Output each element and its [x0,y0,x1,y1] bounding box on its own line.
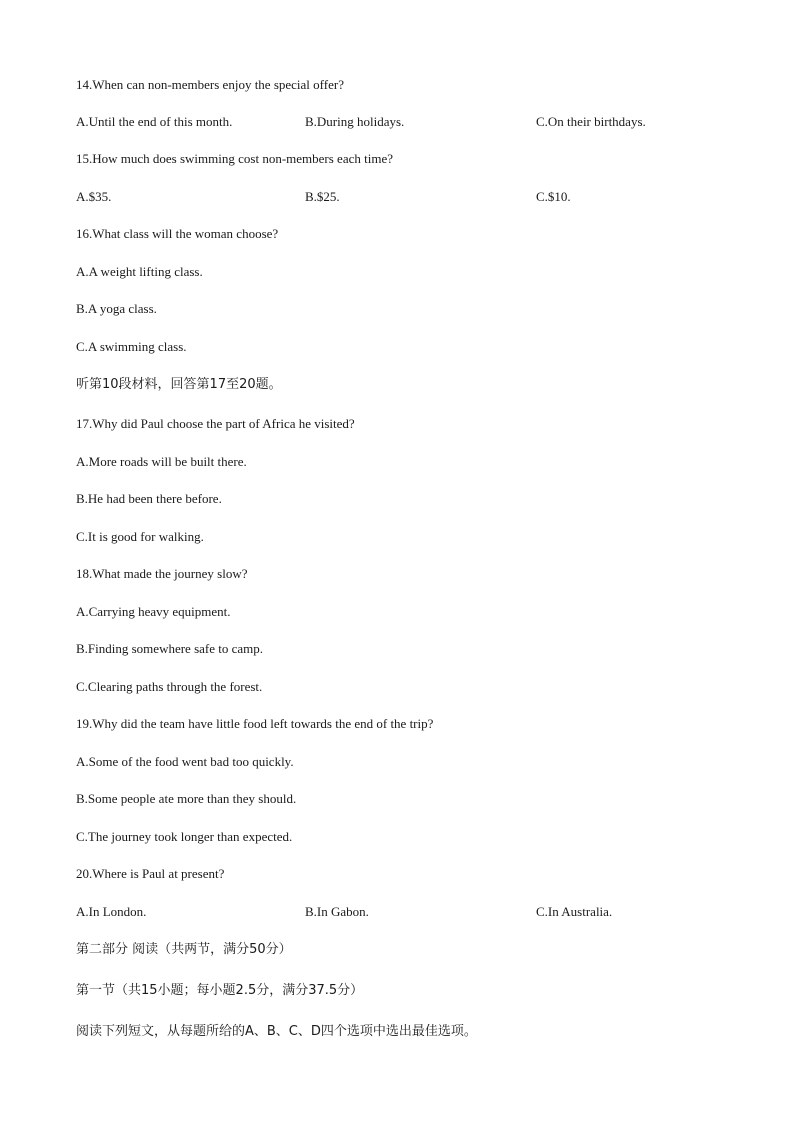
option-17a: A.More roads will be built there. [76,454,247,469]
option-18a: A.Carrying heavy equipment. [76,604,231,619]
section-10-instruction: 听第10段材料，回答第17至20题。 [76,377,282,392]
part-2-title: 第二部分 阅读（共两节，满分50分） [76,942,292,957]
question-20: 20.Where is Paul at present? [76,866,225,881]
option-17b: B.He had been there before. [76,491,222,506]
option-20b: B.In Gabon. [305,904,369,919]
option-20c: C.In Australia. [536,904,613,919]
option-15b: B.$25. [305,189,340,204]
reading-instruction: 阅读下列短文，从每题所给的A、B、C、D四个选项中选出最佳选项。 [76,1024,477,1039]
option-16c: C.A swimming class. [76,339,187,354]
option-18c: C.Clearing paths through the forest. [76,679,263,694]
section-1-title: 第一节（共15小题；每小题2.5分，满分37.5分） [76,983,364,998]
option-14a: A.Until the end of this month. [76,114,233,129]
question-17: 17.Why did Paul choose the part of Africa he visited? [76,416,355,431]
option-14c: C.On their birthdays. [536,114,646,129]
option-19b: B.Some people ate more than they should. [76,791,297,806]
option-20a: A.In London. [76,904,147,919]
option-15a: A.$35. [76,189,112,204]
option-16b: B.A yoga class. [76,301,157,316]
question-14: 14.When can non-members enjoy the special offer? [76,77,344,92]
option-14b: B.During holidays. [305,114,405,129]
option-16a: A.A weight lifting class. [76,264,203,279]
option-17c: C.It is good for walking. [76,529,204,544]
question-15: 15.How much does swimming cost non-members each time? [76,151,393,166]
question-19: 19.Why did the team have little food left towards the end of the trip? [76,716,434,731]
question-16: 16.What class will the woman choose? [76,226,279,241]
option-19a: A.Some of the food went bad too quickly. [76,754,294,769]
option-18b: B.Finding somewhere safe to camp. [76,641,264,656]
question-18: 18.What made the journey slow? [76,566,248,581]
option-19c: C.The journey took longer than expected. [76,829,293,844]
option-15c: C.$10. [536,189,571,204]
